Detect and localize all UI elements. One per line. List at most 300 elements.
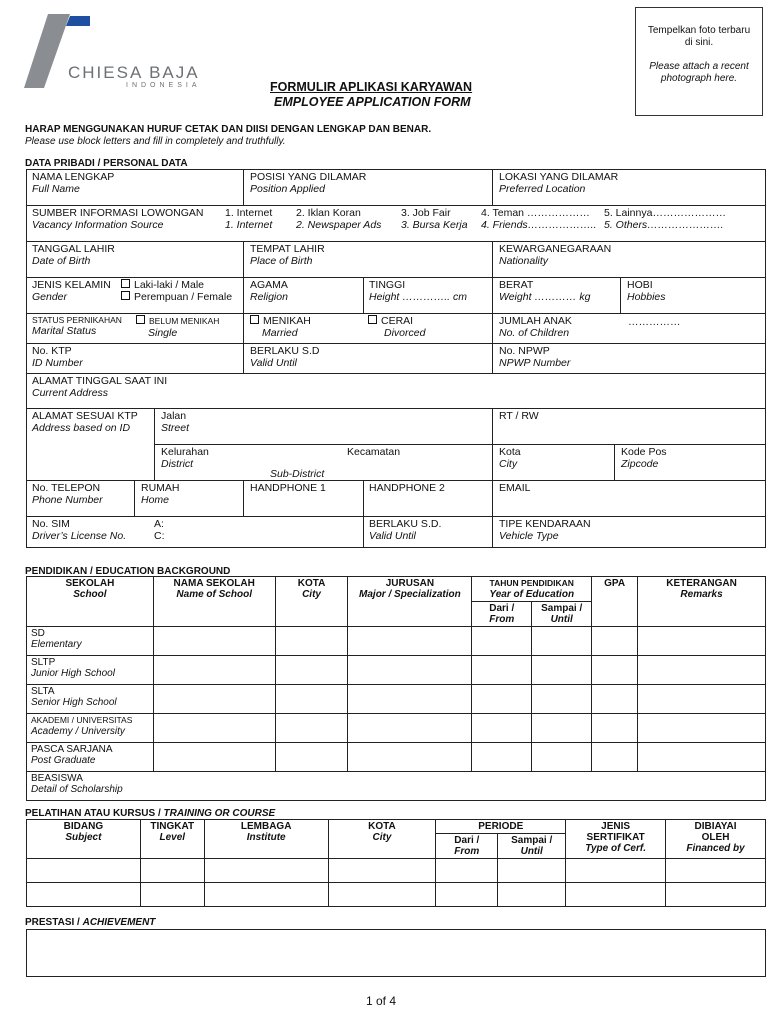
cell[interactable] xyxy=(498,883,566,907)
option-label-en: 1. Internet xyxy=(225,219,273,231)
cell[interactable] xyxy=(592,627,638,656)
rt-rw-field[interactable]: RT / RW xyxy=(499,410,539,422)
cell[interactable] xyxy=(153,743,275,772)
personal-header: DATA PRIBADI / PERSONAL DATA xyxy=(25,158,188,169)
photo-instruction-en: Please attach a recent photograph here. xyxy=(649,61,749,84)
field-label-en: Nationality xyxy=(499,255,549,267)
row-label-en: Junior High School xyxy=(31,668,115,679)
field-label: AGAMA xyxy=(250,279,288,291)
row-label xyxy=(27,627,154,656)
field-label-en: Height ………….. cm xyxy=(369,291,468,303)
checkbox-icon xyxy=(121,279,130,288)
table-row xyxy=(27,859,766,883)
header-label-en: Major / Specialization xyxy=(359,589,461,600)
cell[interactable] xyxy=(204,883,328,907)
header-label: TAHUN PENDIDIKAN xyxy=(489,578,574,588)
training-table xyxy=(26,819,766,907)
col-divider xyxy=(492,241,493,373)
cell[interactable] xyxy=(348,743,472,772)
cell[interactable] xyxy=(592,656,638,685)
option-label: 4. Teman ……………… xyxy=(481,207,590,219)
field-label: Jalan xyxy=(161,410,187,422)
option-label: 3. Job Fair xyxy=(401,207,451,219)
handphone-1-field[interactable]: HANDPHONE 1 xyxy=(250,482,326,494)
valid-until-field[interactable] xyxy=(250,345,319,369)
license-valid-field[interactable] xyxy=(369,518,441,542)
logo-sub: INDONESIA xyxy=(126,82,201,89)
field-label: ALAMAT SESUAI KTP xyxy=(32,410,138,422)
cell[interactable] xyxy=(348,714,472,743)
header-label-en: Until xyxy=(520,846,543,857)
field-label: No. SIM xyxy=(32,518,70,530)
id-number-field[interactable] xyxy=(32,345,83,369)
city-field[interactable] xyxy=(499,446,521,470)
option-label-en: 5. Others…………………. xyxy=(604,219,724,231)
option-label-en: Married xyxy=(262,327,298,339)
religion-field[interactable] xyxy=(250,279,288,303)
col-header-school-name xyxy=(153,577,275,627)
field-label: KEWARGANEGARAAN xyxy=(499,243,612,255)
option-label: 2. Iklan Koran xyxy=(296,207,361,219)
cell[interactable] xyxy=(436,883,498,907)
col-header-financed xyxy=(666,820,766,859)
row-label-id: SLTP xyxy=(31,657,56,668)
field-label-en: Address based on ID xyxy=(32,422,131,434)
field-label: ALAMAT TINGGAL SAAT INI xyxy=(32,375,168,387)
field-label: No. KTP xyxy=(32,345,72,357)
field-label-en: Phone Number xyxy=(32,494,103,506)
col-header-from xyxy=(472,602,532,627)
checkbox-icon xyxy=(368,315,377,324)
full-name-field[interactable] xyxy=(32,171,114,195)
field-label-en: Street xyxy=(161,422,190,434)
handphone-2-field[interactable]: HANDPHONE 2 xyxy=(369,482,445,494)
home-phone-field[interactable] xyxy=(141,482,180,506)
field-label-en: Zipcode xyxy=(621,458,659,470)
row-divider xyxy=(26,408,766,409)
row-label xyxy=(27,714,154,743)
cell[interactable] xyxy=(275,714,348,743)
header-label-en: From xyxy=(454,846,480,857)
field-label-en: Marital Status xyxy=(32,325,97,337)
cell[interactable] xyxy=(532,656,592,685)
col-header-from xyxy=(436,834,498,859)
cell[interactable] xyxy=(666,883,766,907)
header-label: NAMA SEKOLAH xyxy=(173,578,255,589)
cell[interactable] xyxy=(328,883,436,907)
col-divider xyxy=(363,480,364,548)
header-label-en: Until xyxy=(550,614,573,625)
row-label-en: Senior High School xyxy=(31,697,117,708)
col-divider xyxy=(243,343,244,373)
option-label: Perempuan / Female xyxy=(134,291,233,303)
field-label: JENIS KELAMIN xyxy=(32,279,111,291)
field-label-en: Driver’s License No. xyxy=(32,530,127,542)
header-label-en: From xyxy=(489,614,515,625)
checkbox-icon xyxy=(136,315,145,324)
email-field[interactable]: EMAIL xyxy=(499,482,531,494)
option-label: CERAI xyxy=(381,315,414,327)
children-field[interactable] xyxy=(499,315,572,339)
col-divider xyxy=(134,480,135,516)
achievement-header xyxy=(25,917,155,928)
field-label-en: Preferred Location xyxy=(499,183,586,195)
header-label: SEKOLAH xyxy=(65,578,115,589)
col-header-year xyxy=(472,577,592,602)
cell[interactable] xyxy=(638,743,766,772)
cell[interactable] xyxy=(638,714,766,743)
cell[interactable] xyxy=(153,685,275,714)
cell[interactable] xyxy=(140,859,204,883)
field-label-en: City xyxy=(499,458,518,470)
option-label-en: 2. Newspaper Ads xyxy=(296,219,382,231)
row-divider xyxy=(26,480,766,481)
header-label: DIBIAYAI xyxy=(694,821,737,832)
header-label-en: Financed by xyxy=(686,843,745,854)
source-option-job-fair[interactable] xyxy=(401,207,468,231)
col-header-remarks xyxy=(638,577,766,627)
field-label: No. NPWP xyxy=(499,345,550,357)
header-label: LEMBAGA xyxy=(240,821,292,832)
col-divider xyxy=(363,277,364,313)
header-label: JURUSAN xyxy=(385,578,435,589)
field-label-en: Home xyxy=(141,494,170,506)
source-option-newspaper[interactable] xyxy=(296,207,381,231)
field-label-en: Weight ………… kg xyxy=(499,291,591,303)
row-label xyxy=(27,656,154,685)
cell[interactable] xyxy=(204,859,328,883)
table-row xyxy=(27,772,766,801)
row-label-en: Post Graduate xyxy=(31,755,96,766)
header-label: Sampai / xyxy=(541,603,583,614)
education-header: PENDIDIKAN / EDUCATION BACKGROUND xyxy=(25,566,231,577)
field-label: Kelurahan xyxy=(161,446,209,458)
col-header-certificate xyxy=(566,820,666,859)
header-label: Dari / xyxy=(454,835,480,846)
current-address-field[interactable] xyxy=(32,375,167,399)
field-label: BERLAKU S.D. xyxy=(369,518,442,530)
table-row xyxy=(27,714,766,743)
row-divider xyxy=(26,343,766,344)
row-divider xyxy=(154,444,766,445)
field-label-en: Valid Until xyxy=(369,530,416,542)
hobbies-field[interactable] xyxy=(627,279,666,303)
field-label-en: Valid Until xyxy=(250,357,297,369)
option-label-en: 3. Bursa Kerja xyxy=(401,219,468,231)
col-header-school xyxy=(27,577,154,627)
field-label-en: Vehicle Type xyxy=(499,530,559,542)
phone-field xyxy=(32,482,103,506)
kecamatan-field[interactable] xyxy=(270,446,490,478)
marital-status-field xyxy=(32,315,122,337)
marital-divorced-checkbox[interactable] xyxy=(368,315,425,339)
col-header-until xyxy=(498,834,566,859)
education-table xyxy=(26,576,766,801)
row-label xyxy=(27,685,154,714)
photo-box[interactable] xyxy=(635,7,763,116)
field-label-en: Current Address xyxy=(32,387,109,399)
header-label: PERIODE xyxy=(478,821,524,832)
col-header-level xyxy=(140,820,204,859)
vacancy-source-field xyxy=(32,207,204,231)
table-row xyxy=(27,743,766,772)
header-label: JENIS xyxy=(601,821,631,832)
col-divider xyxy=(492,408,493,480)
col-divider xyxy=(243,241,244,343)
page-number: 1 of 4 xyxy=(366,994,397,1008)
field-label-en: Date of Birth xyxy=(32,255,91,267)
option-label: MENIKAH xyxy=(263,315,311,327)
cell[interactable] xyxy=(592,714,638,743)
row-divider xyxy=(26,205,766,206)
field-label: BERAT xyxy=(499,279,534,291)
cell[interactable] xyxy=(348,656,472,685)
field-label: HOBI xyxy=(627,279,653,291)
row-label-id: SLTA xyxy=(31,686,55,697)
field-label-en: District xyxy=(161,458,194,470)
field-label: BERLAKU S.D xyxy=(250,345,320,357)
option-label: Laki-laki / Male xyxy=(134,279,205,291)
col-header-gpa xyxy=(592,577,638,627)
license-a-field[interactable]: A: xyxy=(154,518,164,530)
field-label-en: Gender xyxy=(32,291,68,303)
header-label: TINGKAT xyxy=(150,821,195,832)
col-divider xyxy=(243,480,244,516)
license-field xyxy=(32,518,126,542)
row-label-id: PASCA SARJANA xyxy=(31,744,113,755)
option-label: 5. Lainnya………………… xyxy=(604,207,726,219)
cell[interactable] xyxy=(472,627,532,656)
place-of-birth-field[interactable] xyxy=(250,243,325,267)
field-label: TIPE KENDARAAN xyxy=(499,518,591,530)
training-header xyxy=(25,808,275,819)
marital-single-checkbox[interactable] xyxy=(136,315,219,339)
header-label-en: Institute xyxy=(246,832,286,843)
cell[interactable] xyxy=(532,627,592,656)
cell[interactable] xyxy=(472,714,532,743)
checkbox-icon xyxy=(250,315,259,324)
field-label-en: No. of Children xyxy=(499,327,570,339)
cell[interactable] xyxy=(27,883,141,907)
header-label-en: Year of Education xyxy=(489,589,575,600)
header-label-en: School xyxy=(73,589,107,600)
row-label-en: Academy / University xyxy=(31,726,125,737)
header-label: Dari / xyxy=(489,603,515,614)
header-label-en: Subject xyxy=(65,832,102,843)
cell[interactable] xyxy=(153,656,275,685)
cell[interactable] xyxy=(275,743,348,772)
option-label-en: 4. Friends……………….. xyxy=(481,219,597,231)
col-divider xyxy=(620,277,621,313)
field-label: NAMA LENGKAP xyxy=(32,171,115,183)
field-label-en: Place of Birth xyxy=(250,255,313,267)
cell[interactable] xyxy=(275,685,348,714)
col-header-major xyxy=(348,577,472,627)
cell[interactable] xyxy=(140,883,204,907)
header-label-en: City xyxy=(302,589,321,600)
col-header-subject xyxy=(27,820,141,859)
field-label-en: Full Name xyxy=(32,183,80,195)
field-label: STATUS PERNIKAHAN xyxy=(32,315,122,325)
children-dots: …………… xyxy=(628,316,681,328)
source-option-friends[interactable] xyxy=(481,207,597,231)
field-label-en: Religion xyxy=(250,291,288,303)
table-row xyxy=(27,685,766,714)
option-label: BELUM MENIKAH xyxy=(149,316,220,326)
header-label-en: TRAINING OR COURSE xyxy=(163,808,276,819)
scholarship-cell[interactable] xyxy=(27,772,766,801)
header-label-en: ACHIEVEMENT xyxy=(82,917,156,928)
table-row xyxy=(27,627,766,656)
field-label-en: Position Applied xyxy=(250,183,325,195)
source-option-others[interactable] xyxy=(604,207,726,231)
cell[interactable] xyxy=(532,714,592,743)
row-label-id: SD xyxy=(31,628,45,639)
cell[interactable] xyxy=(638,656,766,685)
cell[interactable] xyxy=(328,859,436,883)
header-label-en: Name of School xyxy=(176,589,252,600)
cell[interactable] xyxy=(638,627,766,656)
header-label-en: Remarks xyxy=(680,589,723,600)
field-label: TEMPAT LAHIR xyxy=(250,243,325,255)
cell[interactable] xyxy=(472,743,532,772)
cell[interactable] xyxy=(348,685,472,714)
cell[interactable] xyxy=(275,627,348,656)
col-divider xyxy=(243,169,244,205)
col-divider xyxy=(492,169,493,205)
header-label: SERTIFIKAT xyxy=(586,832,645,843)
gender-female-checkbox[interactable] xyxy=(121,291,232,303)
cell[interactable] xyxy=(27,859,141,883)
field-label-en: Sub-District xyxy=(270,468,325,480)
row-divider xyxy=(26,313,766,314)
nationality-field[interactable] xyxy=(499,243,611,267)
row-divider xyxy=(26,241,766,242)
row-label xyxy=(27,743,154,772)
vehicle-type-field[interactable] xyxy=(499,518,591,542)
header-label: OLEH xyxy=(701,832,730,843)
cell[interactable] xyxy=(566,883,666,907)
field-label-en: ID Number xyxy=(32,357,83,369)
table-row xyxy=(27,656,766,685)
field-label: POSISI YANG DILAMAR xyxy=(250,171,367,183)
header-label-en: City xyxy=(372,832,392,843)
date-of-birth-field[interactable] xyxy=(32,243,115,267)
marital-married-checkbox[interactable] xyxy=(250,315,311,339)
gender-field xyxy=(32,279,111,303)
field-label: No. TELEPON xyxy=(32,482,101,494)
cell[interactable] xyxy=(498,859,566,883)
form-title-en: EMPLOYEE APPLICATION FORM xyxy=(274,95,471,109)
header-label: PRESTASI / xyxy=(25,917,83,928)
row-divider xyxy=(26,373,766,374)
option-label: 1. Internet xyxy=(225,207,273,219)
header-label: KOTA xyxy=(297,578,326,589)
cell[interactable] xyxy=(153,627,275,656)
field-label-en: Hobbies xyxy=(627,291,666,303)
cell[interactable] xyxy=(472,656,532,685)
row-label-id: AKADEMI / UNIVERSITAS xyxy=(31,715,133,725)
npwp-field[interactable] xyxy=(499,345,570,369)
col-divider xyxy=(614,444,615,480)
cell[interactable] xyxy=(592,685,638,714)
license-c-field[interactable]: C: xyxy=(154,530,165,542)
field-label: JUMLAH ANAK xyxy=(499,315,572,327)
cell[interactable] xyxy=(638,685,766,714)
row-label-en: Elementary xyxy=(31,639,82,650)
option-label-en: Divorced xyxy=(384,327,426,339)
cell[interactable] xyxy=(348,627,472,656)
street-field[interactable] xyxy=(161,410,189,434)
field-label-en: NPWP Number xyxy=(499,357,571,369)
field-label: RUMAH xyxy=(141,482,180,494)
cell[interactable] xyxy=(532,743,592,772)
instruction-en: Please use block letters and fill in completely and truthfully. xyxy=(25,136,286,147)
zipcode-field[interactable] xyxy=(621,446,667,470)
field-label: Kode Pos xyxy=(621,446,667,458)
checkbox-icon xyxy=(121,291,130,300)
header-label: PELATIHAN ATAU KURSUS / xyxy=(25,808,164,819)
weight-field[interactable] xyxy=(499,279,590,303)
field-label: SUMBER INFORMASI LOWONGAN xyxy=(32,207,204,219)
position-applied-field[interactable] xyxy=(250,171,366,195)
cell[interactable] xyxy=(666,859,766,883)
source-option-internet[interactable] xyxy=(225,207,272,231)
preferred-location-field[interactable] xyxy=(499,171,618,195)
row-divider xyxy=(26,516,766,517)
field-label: TINGGI xyxy=(369,279,406,291)
instruction: HARAP MENGGUNAKAN HURUF CETAK DAN DIISI DENGAN LENGKAP DAN BENAR. xyxy=(25,124,432,135)
cell[interactable] xyxy=(153,714,275,743)
table-row xyxy=(27,883,766,907)
logo-name: CHIESA BAJA xyxy=(68,63,200,82)
achievement-box[interactable] xyxy=(26,929,766,977)
field-label: Kota xyxy=(499,446,521,458)
cell[interactable] xyxy=(532,685,592,714)
kelurahan-field[interactable] xyxy=(161,446,209,470)
row-divider xyxy=(26,277,766,278)
field-label: LOKASI YANG DILAMAR xyxy=(499,171,619,183)
cell[interactable] xyxy=(472,685,532,714)
company-logo xyxy=(24,14,234,94)
header-label: KOTA xyxy=(368,821,396,832)
header-label: KETERANGAN xyxy=(666,578,737,589)
header-label: GPA xyxy=(604,578,626,589)
col-header-institute xyxy=(204,820,328,859)
header-label-en: Level xyxy=(159,832,186,843)
col-divider xyxy=(492,480,493,548)
col-header-period xyxy=(436,820,566,834)
cell[interactable] xyxy=(436,859,498,883)
field-label-en: Vacancy Information Source xyxy=(32,219,164,231)
header-label-en: Type of Cerf. xyxy=(585,843,646,854)
header-label: BIDANG xyxy=(63,821,104,832)
gender-male-checkbox[interactable] xyxy=(121,279,204,291)
col-header-city xyxy=(275,577,348,627)
col-header-until xyxy=(532,602,592,627)
header-label: Sampai / xyxy=(511,835,553,846)
cell[interactable] xyxy=(275,656,348,685)
cell[interactable] xyxy=(566,859,666,883)
field-label: Kecamatan xyxy=(347,446,401,458)
cell[interactable] xyxy=(592,743,638,772)
option-label-en: Single xyxy=(148,327,178,339)
height-field[interactable] xyxy=(369,279,467,303)
row-label-en: Detail of Scholarship xyxy=(31,784,123,795)
form-title: FORMULIR APLIKASI KARYAWAN xyxy=(270,80,473,94)
field-label: TANGGAL LAHIR xyxy=(32,243,115,255)
photo-instruction: Tempelkan foto terbaru di sini. xyxy=(647,25,751,48)
